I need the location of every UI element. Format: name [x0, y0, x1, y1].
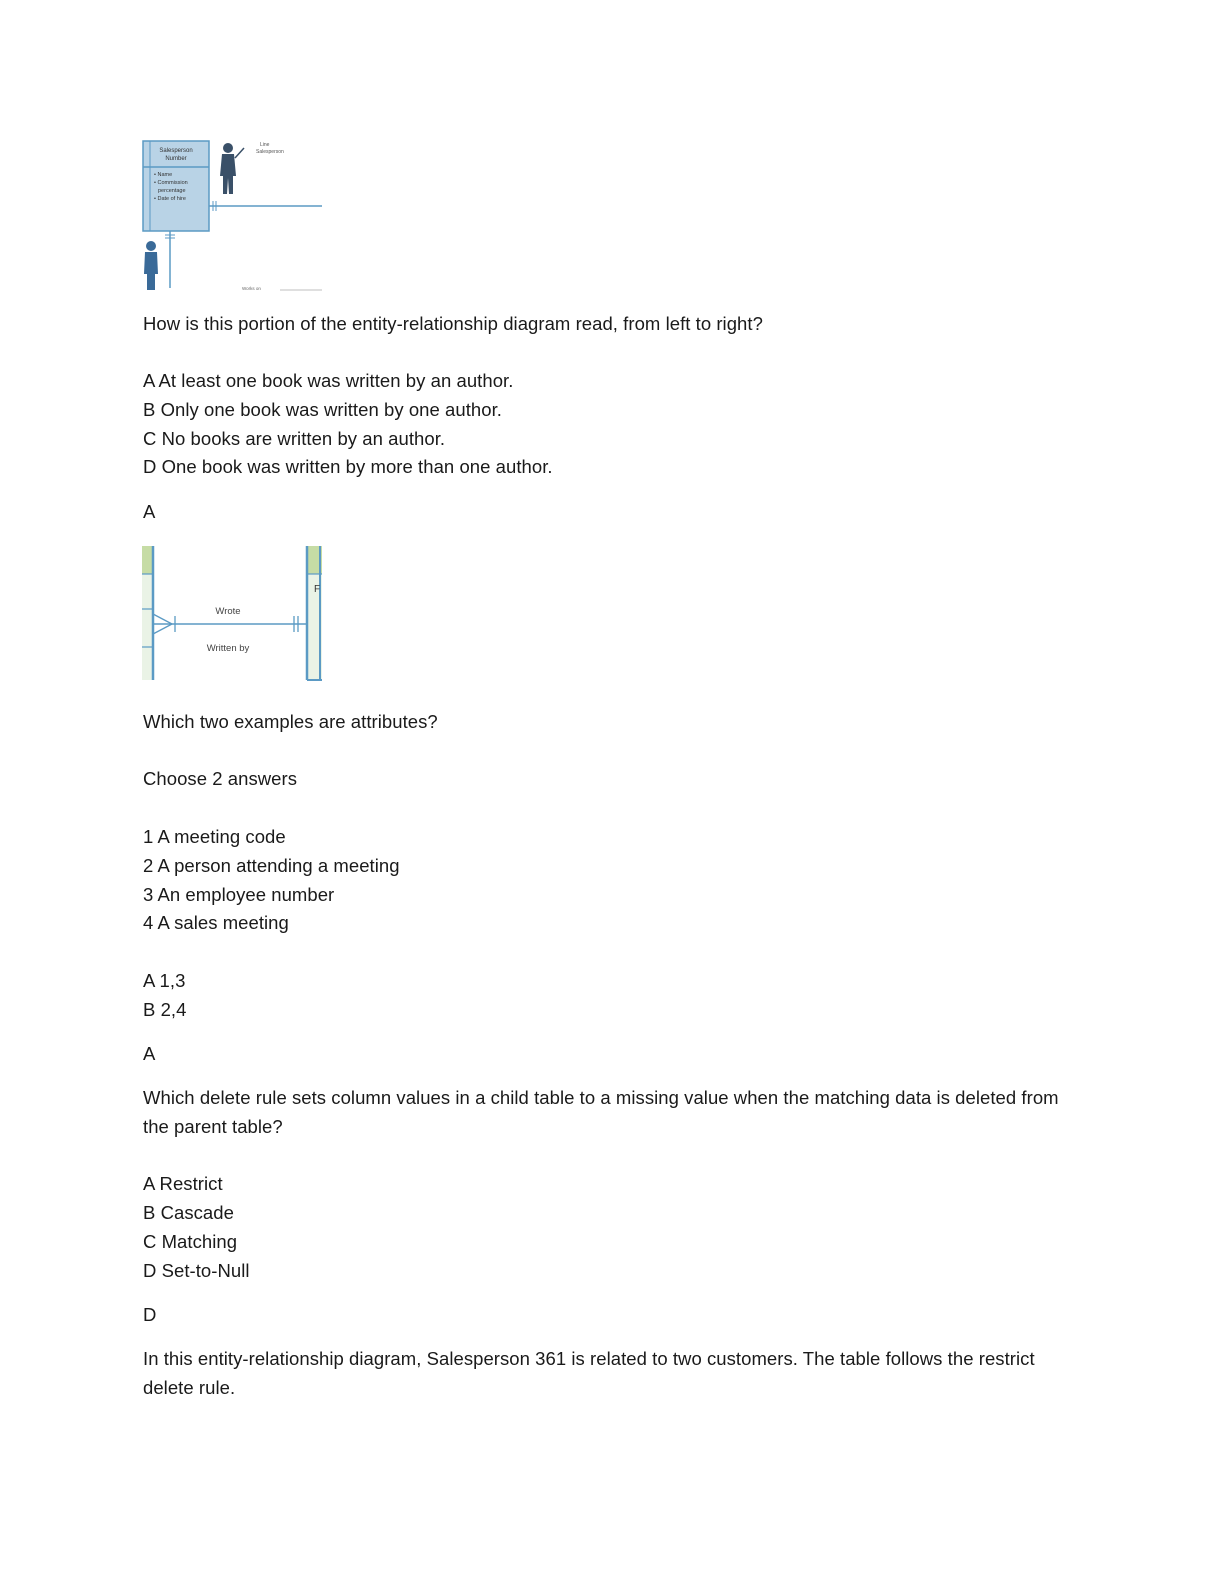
relation-label-line2: Salesperson [256, 149, 284, 155]
q3-option-b: B Cascade [143, 1202, 234, 1223]
question-4: In this entity-relationship diagram, Salesperson 361 is related to two customers. The table follows the restrict delete rule. [143, 1348, 1035, 1398]
relation-label-line1: Line [260, 142, 270, 148]
attr-4: • Date of hire [154, 196, 186, 202]
q1-answer: A [143, 501, 156, 522]
q2-answer: A [143, 1043, 156, 1064]
entity-header-line2: Number [165, 156, 187, 162]
question-1: How is this portion of the entity-relationship diagram read, from left to right? [143, 313, 763, 334]
q2-item-3: 3 An employee number [143, 884, 335, 905]
q3-answer: D [143, 1304, 157, 1325]
q2-option-b: B 2,4 [143, 999, 187, 1020]
q1-option-d: D One book was written by more than one author. [143, 456, 553, 477]
label-written-by: Written by [206, 643, 250, 654]
person-silhouette-icon [144, 241, 158, 290]
question-3: Which delete rule sets column values in a child table to a missing value when the matching data is deleted from the parent table? [143, 1087, 1059, 1137]
attr-3: percentage [158, 188, 186, 194]
q3-option-c: C Matching [143, 1231, 238, 1252]
label-wrote: Wrote [215, 606, 241, 617]
q1-option-b: B Only one book was written by one author. [143, 399, 502, 420]
attr-1: • Name [154, 172, 173, 178]
q2-option-a: A 1,3 [143, 970, 186, 991]
q3-option-a: A Restrict [143, 1173, 223, 1194]
bottom-label: Works on [242, 286, 261, 291]
person-silhouette-icon [220, 143, 244, 194]
q1-option-c: C No books are written by an author. [143, 428, 446, 449]
right-edge-letter: F [314, 584, 321, 595]
q2-item-1: 1 A meeting code [143, 826, 286, 847]
entity-header-line1: Salesperson [159, 148, 193, 154]
figure-salesperson-diagram [140, 138, 325, 296]
attr-2: • Commission [154, 180, 188, 186]
q2-item-2: 2 A person attending a meeting [143, 855, 400, 876]
q2-item-4: 4 A sales meeting [143, 912, 289, 933]
q3-option-d: D Set-to-Null [143, 1260, 250, 1281]
q2-instruction: Choose 2 answers [143, 768, 298, 789]
figure-wrote-diagram [142, 545, 322, 683]
question-2: Which two examples are attributes? [143, 711, 438, 732]
q1-option-a: A At least one book was written by an author. [143, 370, 514, 391]
